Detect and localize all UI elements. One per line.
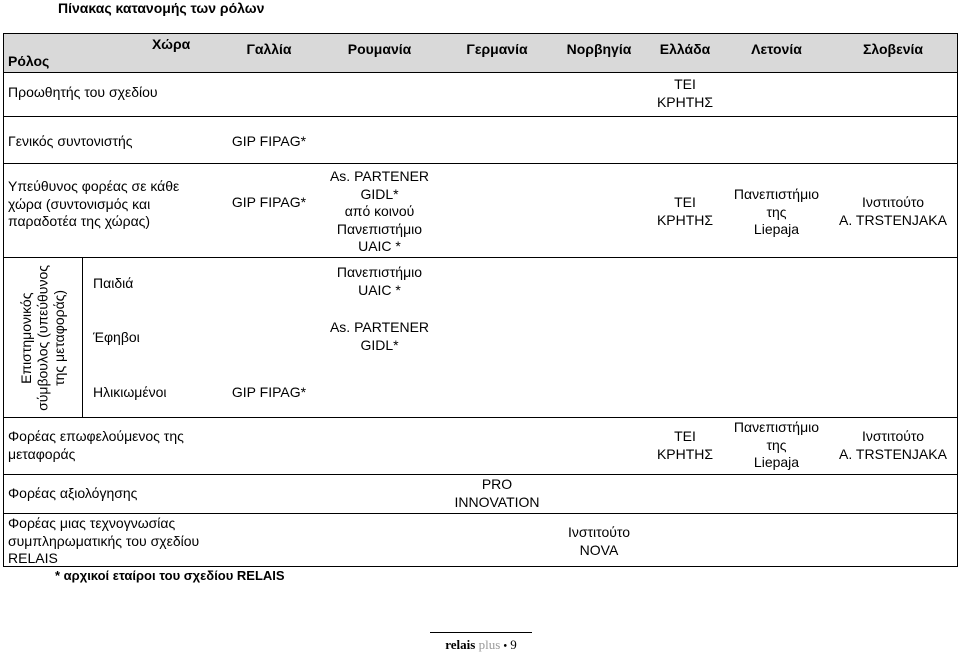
header-country-label: Χώρα — [152, 36, 191, 52]
header-country-latvia: Λετονία — [751, 41, 802, 57]
cell-children-romania: Πανεπιστήμιο UAIC * — [336, 264, 423, 298]
cell-beneficiary-greece: ΤΕΙ ΚΡΗΤΗΣ — [656, 428, 714, 462]
cell-country-responsible-romania: As. PARTENER GIDL* από κοινού Πανεπιστήμιο UAIC * — [329, 168, 430, 254]
row-divider — [3, 116, 958, 117]
table-footnote: * αρχικοί εταίροι του σχεδίου RELAIS — [55, 568, 285, 583]
cell-beneficiary-latvia: Πανεπιστήμιο της Liepaja — [733, 419, 820, 470]
cell-teenagers-romania: As. PARTENER GIDL* — [329, 319, 430, 353]
page-footer — [430, 637, 532, 652]
role-country-responsible: Υπεύθυνος φορέας σε κάθε χώρα (συντονισμός και παραδοτέα της χώρας) — [8, 178, 180, 229]
cell-elderly-france: GIP FIPAG* — [231, 384, 307, 400]
header-country-germany: Γερμανία — [466, 41, 528, 57]
header-role-label: Ρόλος — [8, 53, 50, 69]
subrow-elderly-label: Ηλικιωμένοι — [93, 384, 167, 400]
footer-brand-suffix: plus — [478, 637, 501, 652]
header-country-slovenia: Σλοβενία — [862, 41, 924, 57]
header-country-france: Γαλλία — [246, 41, 292, 57]
role-general-coordinator: Γενικός συντονιστής — [8, 133, 133, 149]
footer-rule — [430, 632, 532, 633]
scientific-advisor-group-label: Επιστημονικός σύμβουλος (υπεύθυνος της μεταφοράς) — [17, 264, 67, 411]
row-divider — [3, 417, 958, 418]
cell-country-responsible-greece: ΤΕΙ ΚΡΗΤΗΣ — [656, 194, 714, 228]
role-know-how: Φορέας μιας τεχνογνωσίας συμπληρωματικής του σχεδίου RELAIS — [8, 515, 200, 566]
row-divider — [3, 72, 958, 73]
cell-general-coordinator-france: GIP FIPAG* — [231, 133, 307, 149]
row-divider — [3, 257, 958, 258]
cell-know-how-norway: Ινστιτούτο NOVA — [567, 524, 631, 558]
header-country-greece: Ελλάδα — [659, 41, 711, 57]
cell-country-responsible-latvia: Πανεπιστήμιο της Liepaja — [733, 186, 820, 237]
cell-country-responsible-france: GIP FIPAG* — [231, 194, 307, 210]
cell-country-responsible-slovenia: Ινστιτούτο A. TRSTENJAKA — [839, 194, 947, 228]
group-divider — [82, 258, 83, 417]
footer-separator: • — [503, 641, 508, 652]
cell-beneficiary-slovenia: Ινστιτούτο A. TRSTENJAKA — [839, 428, 947, 462]
table-title: Πίνακας κατανομής των ρόλων — [58, 0, 265, 16]
header-country-norway: Νορβηγία — [566, 41, 632, 57]
role-beneficiary: Φορέας επωφελούμενος της μεταφοράς — [8, 428, 184, 462]
cell-promoter-greece: ΤΕΙ ΚΡΗΤΗΣ — [656, 76, 714, 110]
role-promoter: Προωθητής του σχεδίου — [8, 84, 158, 100]
row-divider — [3, 163, 958, 164]
footer-page-number: 9 — [510, 637, 517, 652]
role-evaluator: Φορέας αξιολόγησης — [8, 485, 138, 501]
header-country-romania: Ρουμανία — [347, 41, 412, 57]
cell-evaluator-germany: PRO INNOVATION — [454, 476, 540, 510]
scientific-advisor-group-cell — [3, 258, 82, 417]
subrow-teenagers-label: Έφηβοι — [93, 329, 140, 345]
subrow-children-label: Παιδιά — [93, 275, 134, 291]
row-divider — [3, 513, 958, 514]
footer-brand: relais — [445, 637, 476, 652]
row-divider — [3, 474, 958, 475]
